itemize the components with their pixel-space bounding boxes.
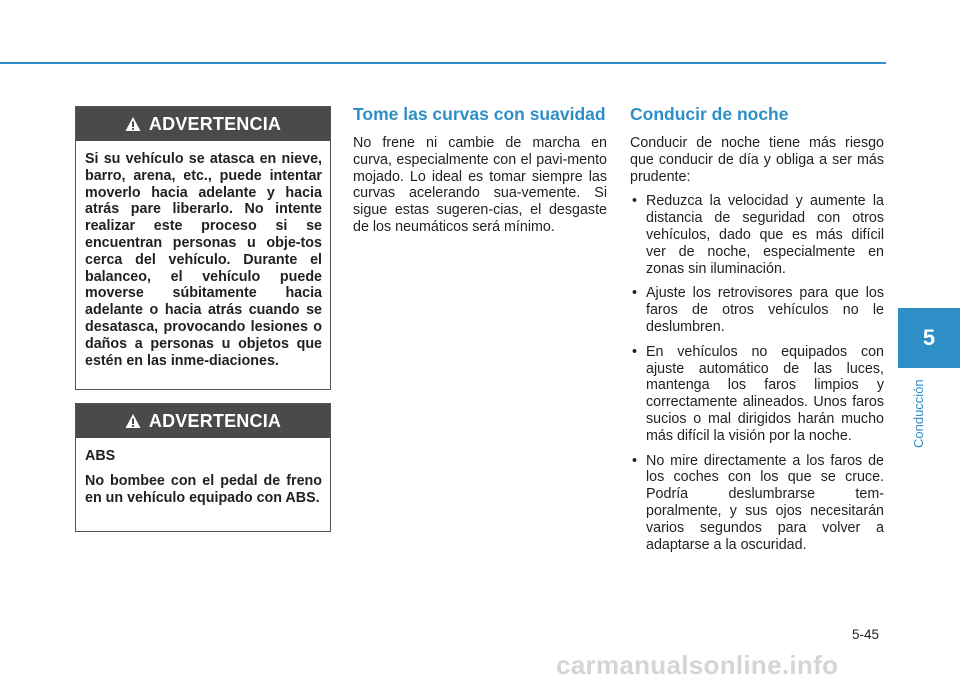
section-night-driving	[630, 104, 884, 561]
chapter-label: Conducción	[911, 379, 926, 448]
section-title: Conducir de noche	[630, 104, 789, 124]
list-item: • En vehículos no equipados con ajuste automático de las luces, mantenga los faros limpios y correctamente alineados. Unos faros sucios o mal dirigidos harán mucho más difícil la visión por la noche.	[632, 343, 884, 444]
watermark: carmanualsonline.info	[556, 650, 839, 680]
bullet-icon: •	[632, 452, 638, 469]
list-item: • Ajuste los retrovisores para que los faros de otros vehículos no le deslumbren.	[632, 285, 884, 335]
header-rule	[0, 62, 886, 64]
warning-text: Si su vehículo se atasca en nieve, barro, arena, etc., puede intentar moverlo hacia adelante y hacia atrás pare liberarlo. No intente realizar este proceso si se encuentran personas u obje-tos cerca del vehículo. Durante el balanceo, el vehículo puede moverse súbitamente hacia adelante o hacia atrás cuando se desatasca, provocando lesiones o daños a personas u objetos que estén en las inme-diaciones.	[85, 151, 322, 369]
bullet-icon: •	[632, 193, 638, 210]
warning-text: No bombee con el pedal de freno en un vehículo equipado con ABS.	[85, 472, 322, 506]
section-intro: Conducir de noche tiene más riesgo que conducir de día y obliga a ser más prudente:	[630, 135, 884, 185]
section-curves	[353, 104, 607, 236]
section-text: No frene ni cambie de marcha en curva, especialmente con el pavi-mento mojado. Lo ideal es tomar siempre las curvas acelerando sua-vemente. Si sigue estas sugeren-cias, el desgaste de los neumáticos será mínimo.	[353, 135, 607, 235]
section-title: Tome las curvas con suavidad	[353, 104, 606, 124]
warning-title: ADVERTENCIA	[148, 410, 282, 431]
warning-triangle-icon	[125, 116, 141, 132]
page-number: 5-45	[852, 627, 880, 642]
chapter-tab: 5	[898, 308, 960, 368]
warning-title: ADVERTENCIA	[148, 113, 282, 134]
bullet-icon: •	[632, 343, 638, 360]
warning-box-stuck-vehicle	[75, 106, 331, 390]
warning-triangle-icon	[125, 413, 141, 429]
warning-header	[76, 404, 330, 438]
bullet-icon: •	[632, 285, 638, 302]
warning-box-abs	[75, 403, 331, 532]
warning-subtitle: ABS	[85, 448, 116, 464]
warning-header	[76, 107, 330, 141]
list-item: • Reduzca la velocidad y aumente la distancia de seguridad con otros vehículos, dado que es más difícil ver de noche, especialmente en zonas sin iluminación.	[632, 193, 884, 277]
list-item: • No mire directamente a los faros de los coches con los que se cruce. Podría deslumbrarse tem-poralmente, y sus ojos necesitarán varios segundos para volver a adaptarse a la oscuridad.	[632, 452, 884, 553]
bullet-list	[630, 193, 884, 553]
